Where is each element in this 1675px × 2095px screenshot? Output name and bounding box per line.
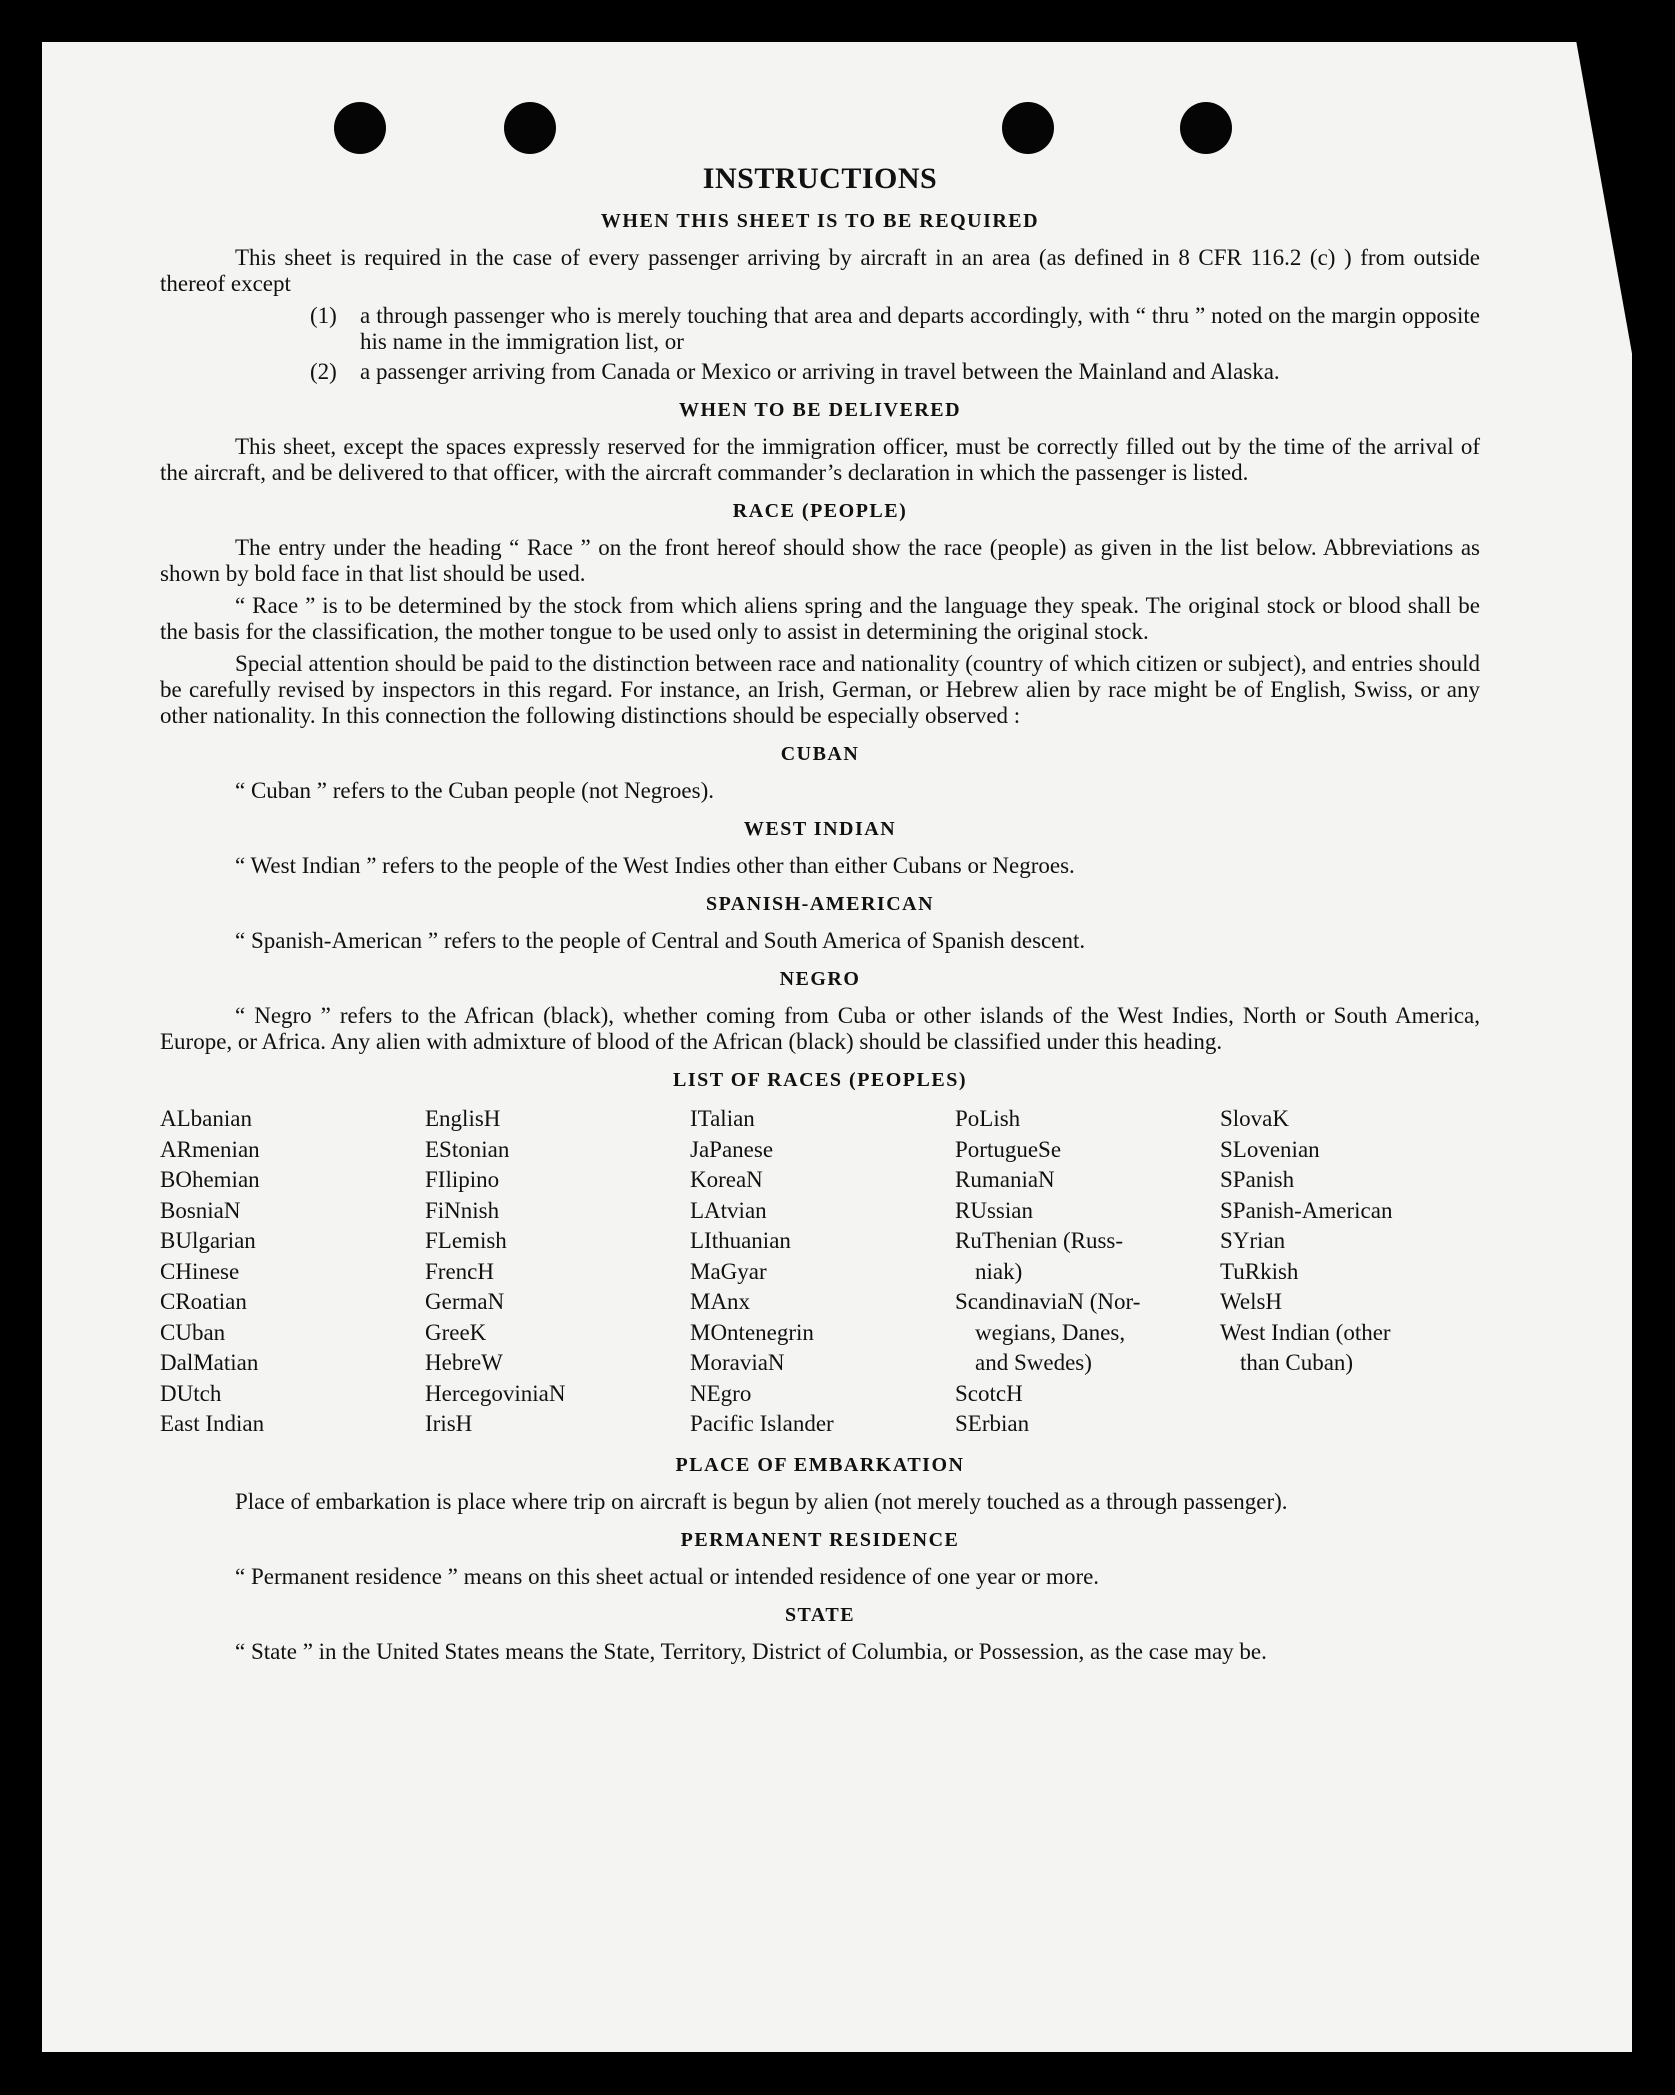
instructions-content (160, 162, 1480, 1671)
race-entry: DalMatian (160, 1350, 259, 1375)
race-entry: BOhemian (160, 1167, 260, 1192)
race-entry: MoraviaN (690, 1350, 785, 1375)
page-title: INSTRUCTIONS (702, 162, 938, 195)
race-entry: ScotcH (955, 1380, 1023, 1406)
race-entry: GermaN (425, 1289, 505, 1314)
race-entry: niak) (975, 1258, 1023, 1284)
race-entry: DUtch (160, 1380, 222, 1406)
race-entry: MAnx (690, 1289, 751, 1314)
race-entry: TuRkish (1220, 1258, 1299, 1284)
race-entry: East Indian (160, 1411, 265, 1436)
race-entry: and Swedes) (975, 1350, 1092, 1375)
section-heading: SPANISH-AMERICAN (705, 893, 935, 915)
race-entry: FiNnish (425, 1197, 500, 1223)
races-column (160, 1104, 425, 1440)
race-entry: CRoatian (160, 1289, 247, 1314)
section-paragraph: “ Negro ” refers to the African (black), whether coming from Cuba or other islands of the West Indies, North or South America, Europe, or Africa. Any alien with admixture of blood of the African (black) should be classified under this heading. (160, 1003, 1480, 1054)
section-paragraph: “ West Indian ” refers to the people of the West Indies other than either Cubans or Negroes. (235, 853, 1075, 878)
section-heading: CUBAN (780, 743, 860, 765)
race-entry: CHinese (160, 1258, 240, 1284)
section-heading: WHEN THIS SHEET IS TO BE REQUIRED (600, 210, 1040, 232)
race-entry: LIthuanian (690, 1228, 791, 1253)
race-entry: RumaniaN (955, 1167, 1055, 1192)
race-entry: wegians, Danes, (975, 1319, 1126, 1345)
races-column (1220, 1104, 1480, 1440)
race-entry: SYrian (1220, 1228, 1286, 1253)
race-entry: West Indian (other (1220, 1319, 1391, 1345)
punch-hole-3 (1002, 102, 1054, 154)
race-entry: SErbian (955, 1411, 1030, 1436)
section-paragraph: “ Cuban ” refers to the Cuban people (not Negroes). (235, 778, 715, 803)
race-entry: EnglisH (425, 1106, 501, 1131)
section-paragraph: The entry under the heading “ Race ” on the front hereof should show the race (people) as given in the list below. Abbreviations as shown by bold face in that list should be used. (160, 535, 1480, 586)
race-entry: SPanish-American (1220, 1197, 1393, 1223)
race-entry: ITalian (690, 1106, 755, 1131)
race-entry: JaPanese (690, 1136, 774, 1162)
race-entry: FIlipino (425, 1167, 500, 1192)
section-paragraph: This sheet, except the spaces expressly reserved for the immigration officer, must be correctly filled out by the time of the arrival of the aircraft, and be delivered to that officer, with the aircraft commander’s declaration in which the passenger is listed. (160, 434, 1480, 485)
list-item-text: a passenger arriving from Canada or Mexico or arriving in travel between the Mainland and Alaska. (360, 359, 1280, 384)
race-entry: BUlgarian (160, 1228, 256, 1253)
race-entry: ALbanian (160, 1106, 252, 1131)
race-entry: PortugueSe (955, 1136, 1062, 1162)
race-entry: KoreaN (690, 1167, 763, 1192)
race-entry: IrisH (425, 1411, 473, 1436)
race-entry: CUban (160, 1319, 226, 1345)
punch-hole-4 (1180, 102, 1232, 154)
race-entry: SPanish (1220, 1167, 1295, 1192)
section-paragraph: “ State ” in the United States means the State, Territory, District of Columbia, or Possession, as the case may be. (235, 1638, 1267, 1664)
race-entry: Pacific Islander (690, 1411, 834, 1436)
races-heading: LIST OF RACES (PEOPLES) (672, 1069, 967, 1091)
race-entry: SLovenian (1220, 1136, 1320, 1162)
race-entry: PoLish (955, 1106, 1021, 1131)
section-paragraph: Place of embarkation is place where trip on aircraft is begun by alien (not merely touched as a through passenger). (235, 1488, 1288, 1514)
race-entry: RuThenian (Russ- (955, 1228, 1124, 1253)
race-entry: HebreW (425, 1350, 503, 1375)
punch-hole-1 (334, 102, 386, 154)
race-entry: ARmenian (160, 1136, 260, 1162)
section-heading: STATE (784, 1603, 856, 1626)
list-item-number: (1) (310, 303, 337, 328)
section-heading: WEST INDIAN (743, 818, 897, 840)
race-entry: WelsH (1220, 1289, 1283, 1314)
race-entry: NEgro (690, 1380, 752, 1406)
race-entry: GreeK (425, 1319, 487, 1345)
section-heading: PLACE OF EMBARKATION (675, 1453, 965, 1476)
races-list (160, 1104, 1480, 1440)
race-entry: MaGyar (690, 1258, 767, 1284)
section-heading: WHEN TO BE DELIVERED (678, 399, 962, 421)
section-heading: PERMANENT RESIDENCE (680, 1528, 960, 1551)
race-entry: EStonian (425, 1136, 510, 1162)
sections-after-list (160, 1454, 1480, 1665)
section-paragraph: “ Permanent residence ” means on this sheet actual or intended residence of one year or more. (235, 1563, 1100, 1589)
list-item-text: a through passenger who is merely touching that area and departs accordingly, with “ thru ” noted on the margin opposite his name in the immigration list, or (360, 303, 1480, 354)
list-item-number: (2) (310, 359, 337, 384)
section-paragraph: “ Race ” is to be determined by the stock from which aliens spring and the language they speak. The original stock or blood shall be the basis for the classification, the mother tongue to be used only to assist in determining the original stock. (160, 593, 1480, 644)
section-heading: RACE (PEOPLE) (732, 500, 908, 522)
races-column (690, 1104, 955, 1440)
race-entry: FrencH (425, 1258, 494, 1284)
race-entry: FLemish (425, 1228, 507, 1253)
sections-before-list (160, 210, 1480, 1055)
section-paragraph: This sheet is required in the case of every passenger arriving by aircraft in an area (as defined in 8 CFR 116.2 (c) ) from outside thereof except (160, 245, 1480, 296)
race-entry: LAtvian (690, 1197, 767, 1223)
races-column (425, 1104, 690, 1440)
punch-hole-2 (504, 102, 556, 154)
race-entry: HercegoviniaN (425, 1380, 566, 1406)
race-entry: ScandinaviaN (Nor- (955, 1289, 1141, 1314)
race-entry: SlovaK (1220, 1106, 1289, 1131)
races-column (955, 1104, 1220, 1440)
race-entry: MOntenegrin (690, 1319, 814, 1345)
list-item (310, 359, 1480, 385)
section-paragraph: Special attention should be paid to the distinction between race and nationality (country of which citizen or subject), and entries should be carefully revised by inspectors in this regard. For instance, an Irish, German, or Hebrew alien by race might be of English, Swiss, or any other nationality. In this connection the following distinctions should be especially observed : (160, 651, 1480, 728)
race-entry: than Cuban) (1240, 1350, 1354, 1375)
section-heading: NEGRO (779, 968, 861, 990)
list-item (310, 303, 1480, 355)
race-entry: RUssian (955, 1197, 1033, 1223)
section-paragraph: “ Spanish-American ” refers to the people of Central and South America of Spanish descent. (235, 928, 1086, 953)
race-entry: BosniaN (160, 1197, 241, 1223)
